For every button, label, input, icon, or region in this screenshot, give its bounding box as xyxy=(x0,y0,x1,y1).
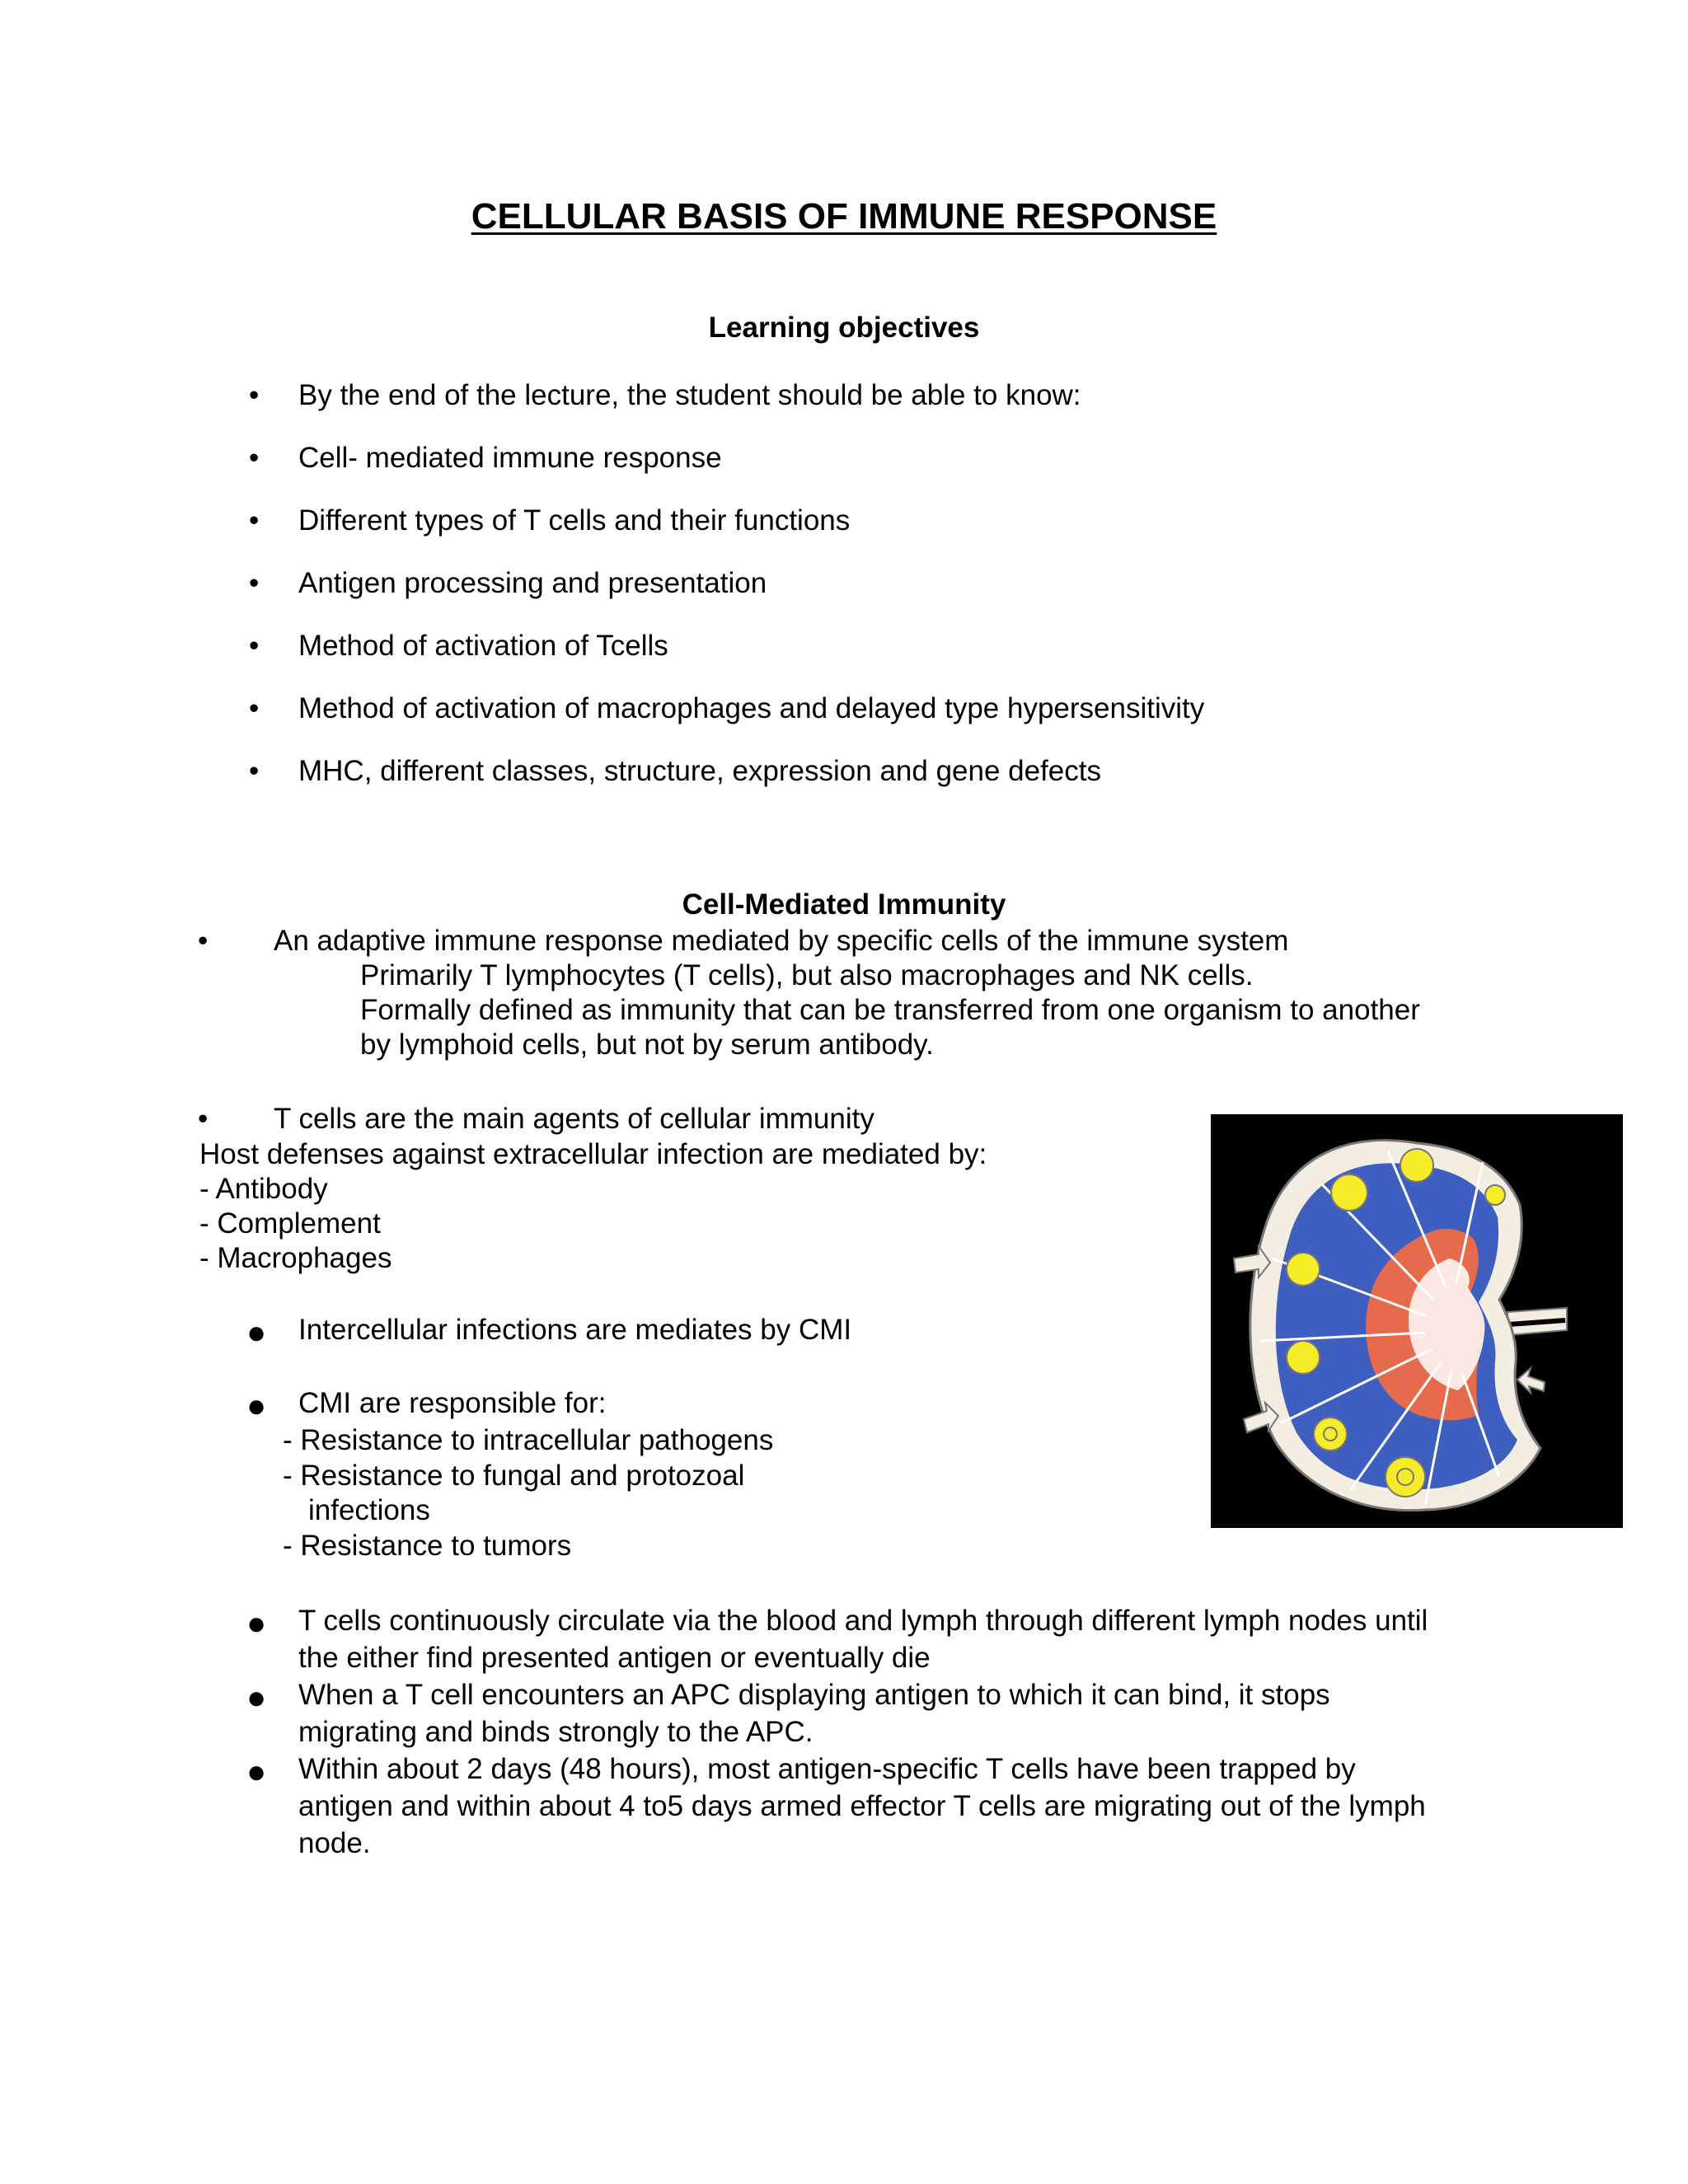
cmi-para2-lead: T cells are the main agents of cellular immunity xyxy=(274,1103,874,1135)
objective-bullet: • xyxy=(249,755,260,787)
circulation-line: antigen and within about 4 to5 days armed effector T cells are migrating out of the lymph xyxy=(298,1790,1426,1822)
circulation-line: When a T cell encounters an APC displaying antigen to which it can bind, it stops xyxy=(298,1679,1330,1711)
objective-item: Cell- mediated immune response xyxy=(298,442,722,474)
responsible-item: - Resistance to tumors xyxy=(283,1530,572,1562)
follicle-germinal-center xyxy=(1314,1418,1347,1451)
responsible-item: infections xyxy=(308,1494,430,1526)
objective-bullet: • xyxy=(249,504,260,537)
cmi-para1-line: by lymphoid cells, but not by serum antibody. xyxy=(360,1029,934,1061)
follicle xyxy=(1331,1174,1367,1211)
responsible-item: - Resistance to fungal and protozoal xyxy=(283,1460,745,1492)
objective-bullet: • xyxy=(249,442,260,474)
mediator-item: - Macrophages xyxy=(199,1242,392,1274)
cmi-filled-bullet: ● xyxy=(246,1315,267,1351)
objective-item: Method of activation of macrophages and delayed type hypersensitivity xyxy=(298,692,1205,724)
objective-item: Antigen processing and presentation xyxy=(298,567,767,599)
responsible-lead: CMI are responsible for: xyxy=(298,1387,607,1419)
intercellular-text: Intercellular infections are mediates by CMI xyxy=(298,1314,852,1346)
follicle xyxy=(1485,1185,1505,1205)
cmi-bullet: • xyxy=(198,1103,209,1135)
lymph-node-diagram-icon xyxy=(1211,1114,1623,1528)
host-defenses-line: Host defenses against extracellular infection are mediated by: xyxy=(199,1138,987,1170)
objective-item: By the end of the lecture, the student should be able to know: xyxy=(298,379,1081,411)
page-title: CELLULAR BASIS OF IMMUNE RESPONSE xyxy=(471,196,1217,237)
circulation-line: node. xyxy=(298,1827,371,1859)
objective-bullet: • xyxy=(249,567,260,599)
afferent-arrow-icon xyxy=(1517,1368,1545,1393)
cmi-para1-lead: An adaptive immune response mediated by specific cells of the immune system xyxy=(274,925,1289,957)
circulation-line: T cells continuously circulate via the blood and lymph through different lymph nodes until xyxy=(298,1605,1428,1637)
follicle xyxy=(1400,1149,1433,1182)
follicle xyxy=(1287,1253,1320,1286)
circulation-line: migrating and binds strongly to the APC. xyxy=(298,1716,814,1748)
objective-bullet: • xyxy=(249,630,260,662)
mediator-item: - Complement xyxy=(199,1207,381,1240)
follicle xyxy=(1287,1341,1320,1374)
mediator-item: - Antibody xyxy=(199,1173,328,1205)
lymph-node-figure xyxy=(1211,1114,1623,1528)
circulation-line: Within about 2 days (48 hours), most antigen-specific T cells have been trapped by xyxy=(298,1753,1356,1785)
follicle-germinal-center xyxy=(1386,1457,1425,1497)
cmi-para1-line: Primarily T lymphocytes (T cells), but also macrophages and NK cells. xyxy=(360,959,1254,991)
cmi-filled-bullet: ● xyxy=(246,1680,267,1716)
objective-item: Method of activation of Tcells xyxy=(298,630,668,662)
objective-item: Different types of T cells and their functions xyxy=(298,504,851,537)
cmi-filled-bullet: ● xyxy=(246,1754,267,1790)
circulation-line: the either find presented antigen or eventually die xyxy=(298,1642,931,1674)
objective-bullet: • xyxy=(249,379,260,411)
cmi-heading: Cell-Mediated Immunity xyxy=(682,888,1006,921)
cmi-filled-bullet: ● xyxy=(246,1388,267,1424)
cmi-bullet: • xyxy=(198,925,209,957)
objective-bullet: • xyxy=(249,692,260,724)
cmi-filled-bullet: ● xyxy=(246,1605,267,1642)
cmi-para1-line: Formally defined as immunity that can be transferred from one organism to another xyxy=(360,994,1420,1026)
objective-item: MHC, different classes, structure, expression and gene defects xyxy=(298,755,1102,787)
learning-objectives-heading: Learning objectives xyxy=(708,312,980,344)
responsible-item: - Resistance to intracellular pathogens xyxy=(283,1424,774,1456)
